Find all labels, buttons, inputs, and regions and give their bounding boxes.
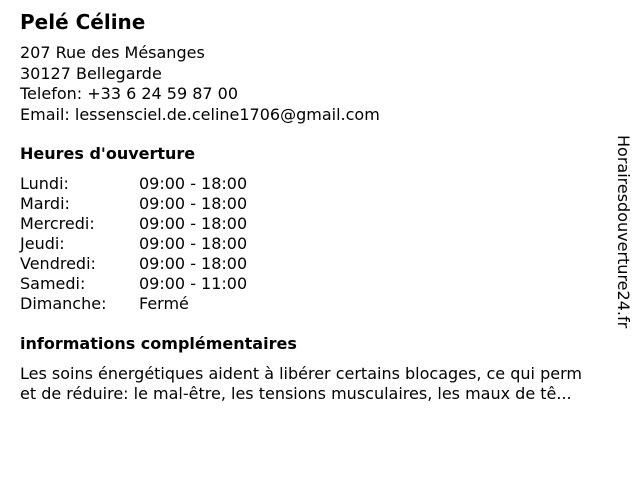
additional-info-text <box>20 364 627 404</box>
day-label: Mercredi: <box>20 214 95 233</box>
day-label: Dimanche: <box>20 294 107 313</box>
info-line: Les soins énergétiques aident à libérer certains blocages, ce qui perm <box>20 364 582 383</box>
hours-value: 09:00 - 18:00 <box>139 234 248 253</box>
opening-hours-heading: Heures d'ouverture <box>20 144 196 163</box>
day-label: Lundi: <box>20 174 69 193</box>
day-label: Mardi: <box>20 194 70 213</box>
watermark-text: Horairesdouverture24.fr <box>614 135 633 329</box>
business-name: Pelé Céline <box>20 10 146 34</box>
day-label: Samedi: <box>20 274 86 293</box>
hours-value: 09:00 - 18:00 <box>139 254 248 273</box>
street-address: 207 Rue des Mésanges <box>20 43 205 62</box>
hours-value: Fermé <box>139 294 189 313</box>
hours-value: 09:00 - 18:00 <box>139 214 248 233</box>
hours-value: 09:00 - 18:00 <box>139 174 248 193</box>
info-line: et de réduire: le mal-être, les tensions musculaires, les maux de tê... <box>20 384 572 403</box>
day-label: Vendredi: <box>20 254 96 273</box>
additional-info-heading: informations complémentaires <box>20 334 297 353</box>
site-watermark <box>613 135 633 345</box>
hours-value: 09:00 - 18:00 <box>139 194 248 213</box>
city-postcode: 30127 Bellegarde <box>20 63 162 83</box>
email-address: Email: lessensciel.de.celine1706@gmail.com <box>20 104 380 124</box>
phone-number: Telefon: +33 6 24 59 87 00 <box>20 84 239 103</box>
day-label: Jeudi: <box>20 234 65 253</box>
hours-value: 09:00 - 11:00 <box>139 274 248 293</box>
contact-block <box>20 43 380 125</box>
